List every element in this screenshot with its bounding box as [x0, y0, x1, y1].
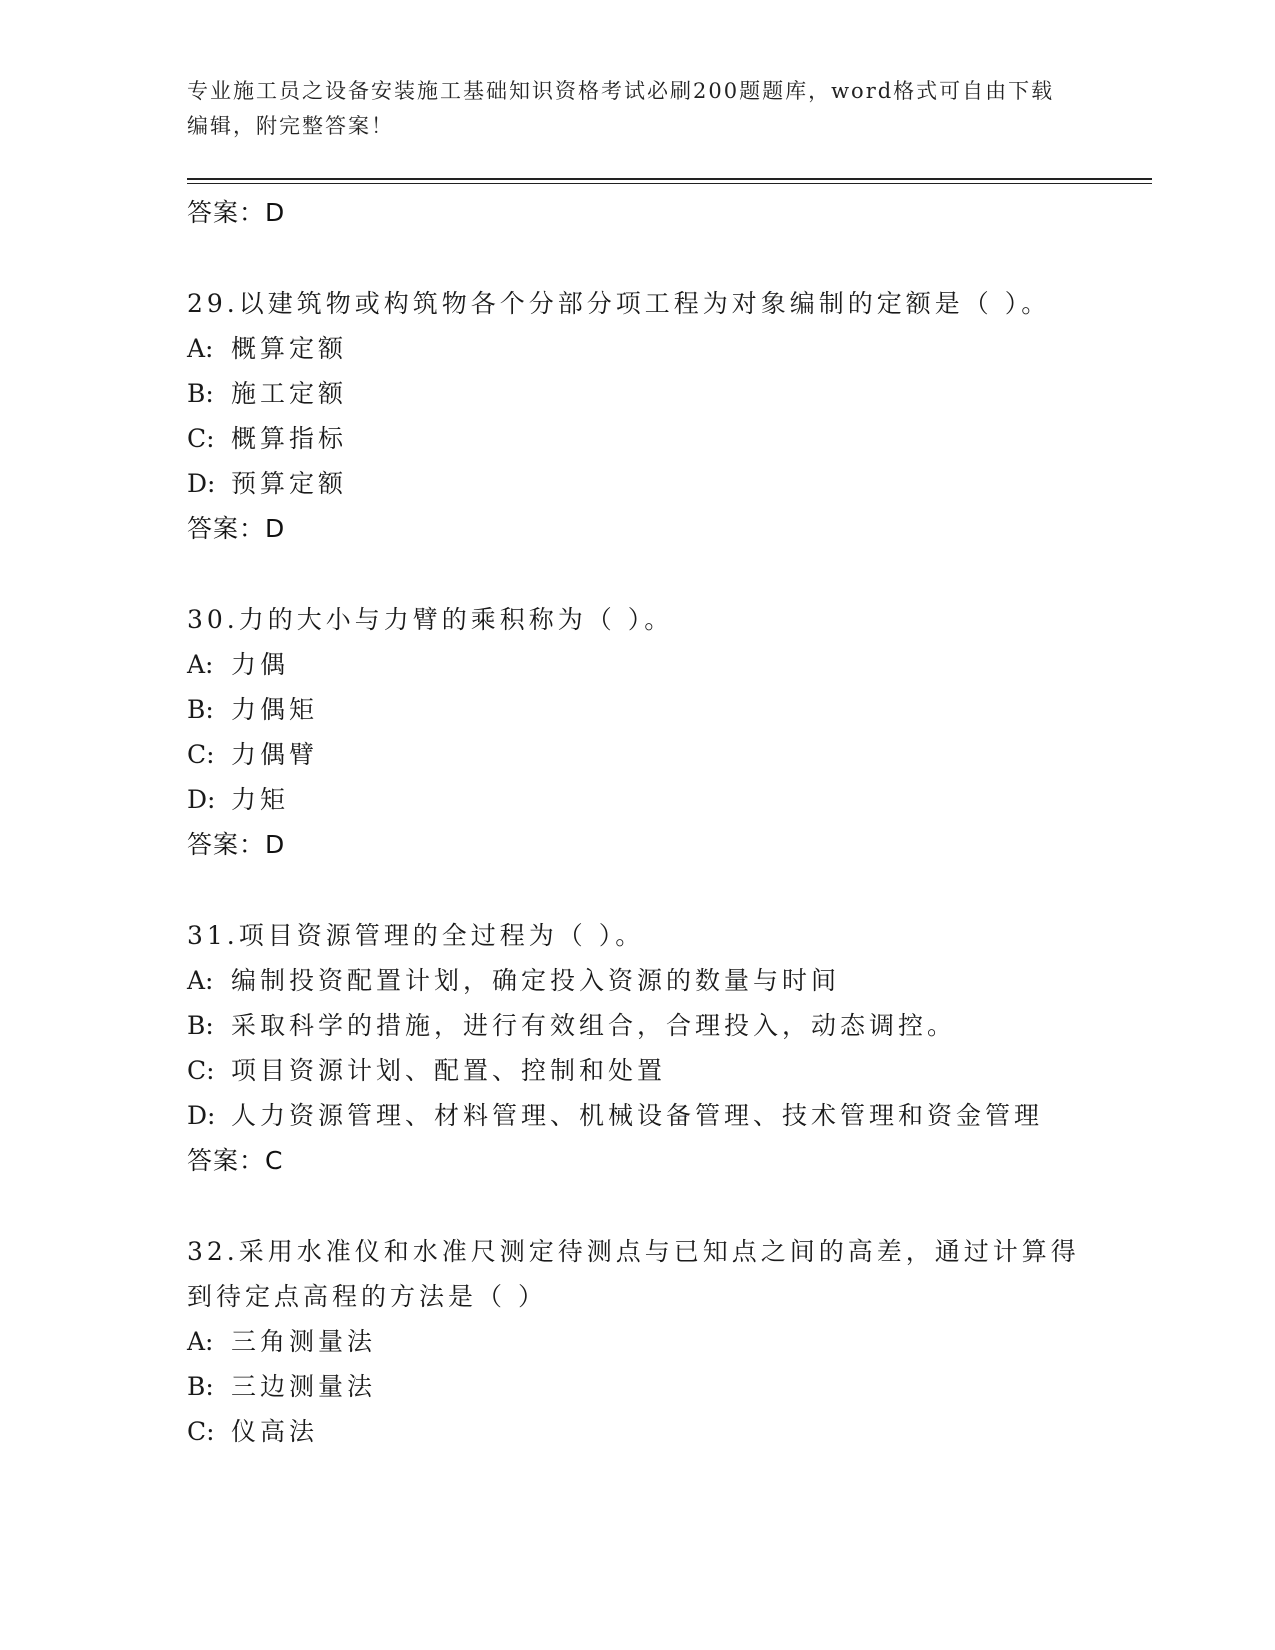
option-c — [187, 732, 1087, 777]
option-text: 预算定额 — [231, 469, 348, 498]
option-key: D: — [187, 785, 216, 814]
option-key: A: — [187, 650, 214, 679]
option-text: 编制投资配置计划，确定投入资源的数量与时间 — [231, 966, 841, 995]
option-key: B: — [187, 695, 214, 724]
option-d — [187, 461, 1087, 506]
option-a — [187, 642, 1087, 687]
option-c — [187, 416, 1087, 461]
option-c — [187, 1409, 1087, 1454]
option-b — [187, 687, 1087, 732]
option-key: D: — [187, 469, 216, 498]
question-answer: 答案：D — [187, 514, 286, 543]
option-d — [187, 1093, 1087, 1138]
option-key: A: — [187, 1327, 214, 1356]
question-stem: 30.力的大小与力臂的乘积称为（ ）。 — [187, 605, 674, 634]
option-text: 三角测量法 — [231, 1327, 377, 1356]
option-text: 力偶臂 — [231, 740, 319, 769]
question-29 — [187, 281, 1087, 551]
option-text: 力偶矩 — [231, 695, 319, 724]
previous-answer: 答案：D — [187, 198, 286, 227]
option-text: 项目资源计划、配置、控制和处置 — [231, 1056, 667, 1085]
question-list — [187, 190, 1087, 1454]
option-key: B: — [187, 379, 214, 408]
header-divider-thin — [187, 183, 1152, 184]
option-text: 采取科学的措施，进行有效组合，合理投入，动态调控。 — [231, 1011, 957, 1040]
question-31 — [187, 913, 1087, 1183]
question-30 — [187, 597, 1087, 867]
option-key: A: — [187, 966, 214, 995]
question-answer: 答案：D — [187, 830, 286, 859]
option-b — [187, 1003, 1087, 1048]
option-text: 人力资源管理、材料管理、机械设备管理、技术管理和资金管理 — [231, 1101, 1044, 1130]
question-stem: 31.项目资源管理的全过程为（ ）。 — [187, 921, 645, 950]
option-text: 力矩 — [231, 785, 290, 814]
option-text: 仪高法 — [231, 1417, 319, 1446]
document-header: 专业施工员之设备安装施工基础知识资格考试必刷200题题库，word格式可自由下载编辑，附完整答案！ — [187, 79, 1055, 138]
option-key: C: — [187, 1417, 215, 1446]
option-text: 三边测量法 — [231, 1372, 377, 1401]
question-32 — [187, 1229, 1087, 1454]
option-a — [187, 326, 1087, 371]
question-stem: 32.采用水准仪和水准尺测定待测点与已知点之间的高差，通过计算得到待定点高程的方法是（ ） — [187, 1237, 1080, 1311]
option-a — [187, 1319, 1087, 1364]
question-stem: 29.以建筑物或构筑物各个分部分项工程为对象编制的定额是（ ）。 — [187, 289, 1051, 318]
header-divider-thick — [187, 178, 1152, 180]
option-d — [187, 777, 1087, 822]
option-b — [187, 1364, 1087, 1409]
option-text: 概算指标 — [231, 424, 348, 453]
option-key: D: — [187, 1101, 216, 1130]
option-key: C: — [187, 1056, 215, 1085]
option-key: B: — [187, 1011, 214, 1040]
option-c — [187, 1048, 1087, 1093]
option-key: A: — [187, 334, 214, 363]
option-a — [187, 958, 1087, 1003]
option-b — [187, 371, 1087, 416]
option-text: 力偶 — [231, 650, 290, 679]
question-answer: 答案：C — [187, 1146, 284, 1175]
option-key: C: — [187, 424, 215, 453]
option-text: 施工定额 — [231, 379, 348, 408]
option-key: B: — [187, 1372, 214, 1401]
option-text: 概算定额 — [231, 334, 348, 363]
option-key: C: — [187, 740, 215, 769]
